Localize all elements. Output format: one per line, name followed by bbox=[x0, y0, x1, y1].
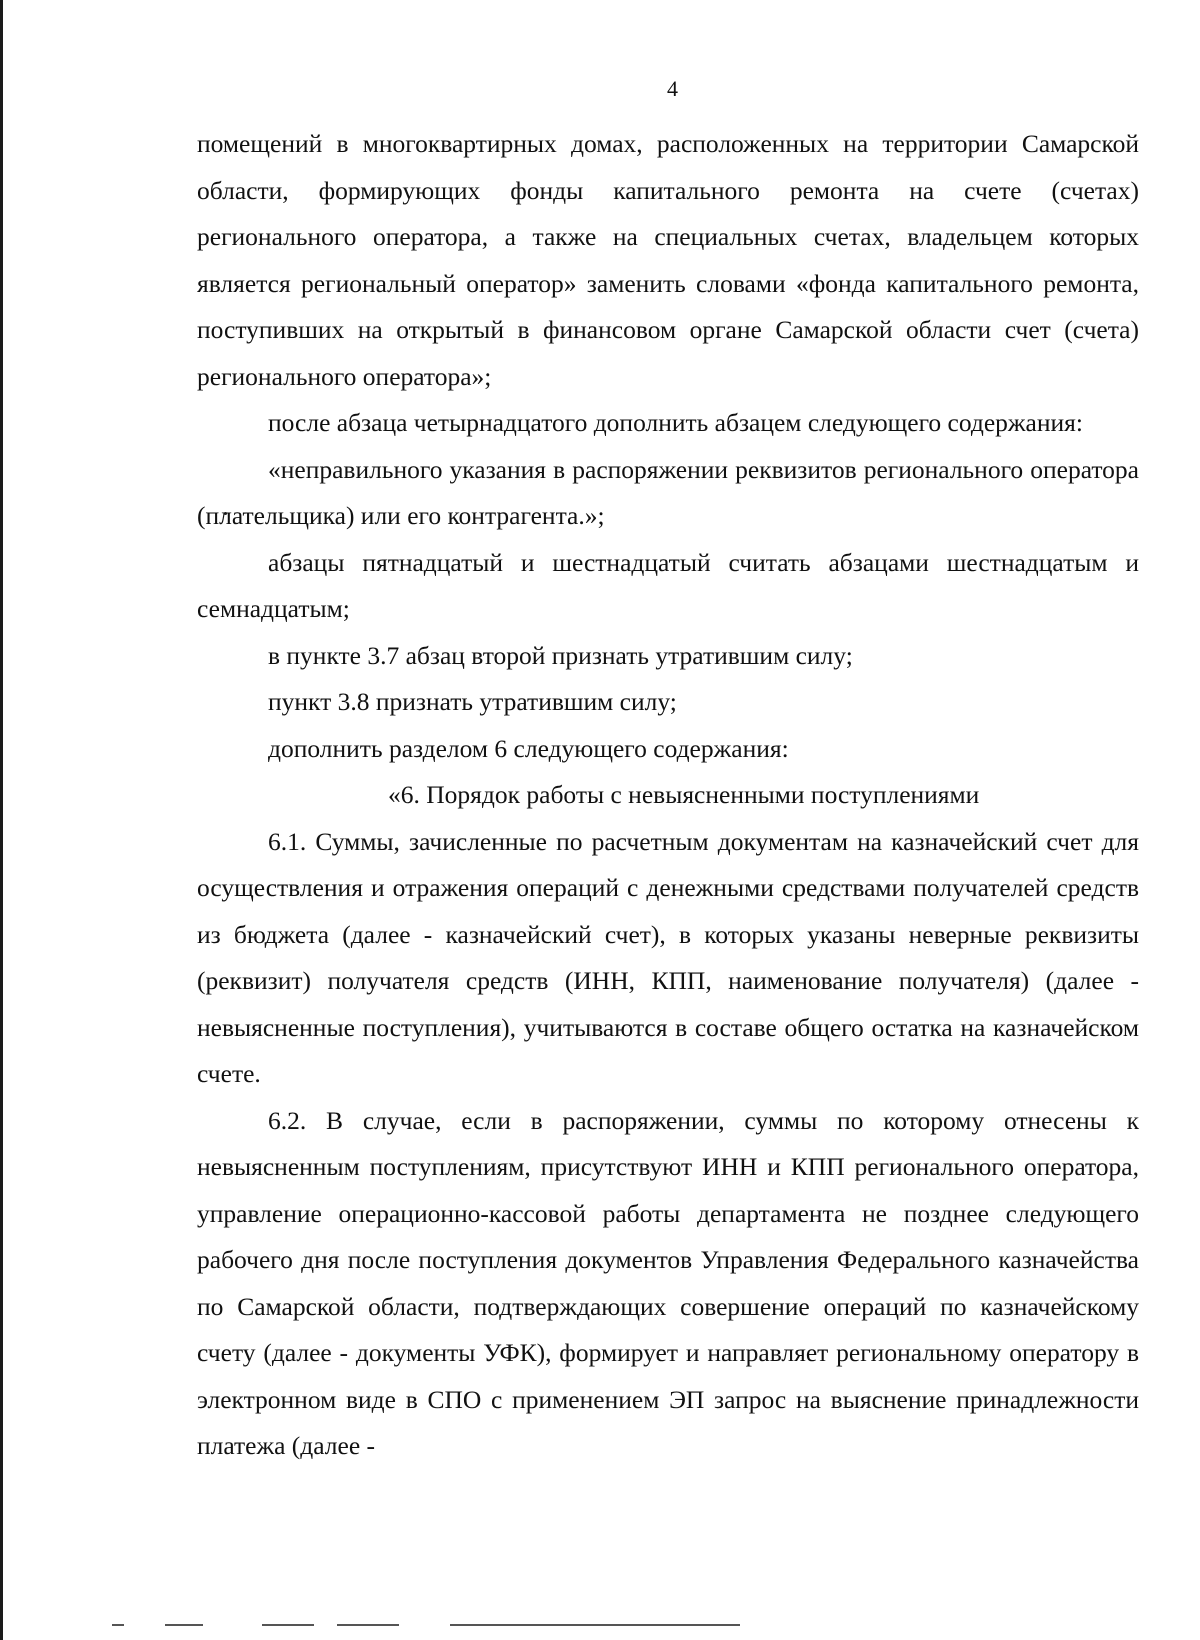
paragraph-6-1: 6.1. Суммы, зачисленные по расчетным документам на казначейский счет для осуществления и отражения операций с денежными средствами получателей средств из бюджета (далее - казначейский счет), в которых указаны неверные реквизиты (реквизит) получателя средств (ИНН, КПП, наименование получателя) (далее - невыясненные поступления), учитываются в составе общего остатка на казначейском счете. bbox=[197, 826, 1139, 1088]
paragraph-insert-after: после абзаца четырнадцатого дополнить абзацем следующего содержания: bbox=[268, 408, 1083, 437]
document-body bbox=[197, 121, 1139, 1470]
paragraph-clause-3-7: в пункте 3.7 абзац второй признать утратившим силу; bbox=[268, 640, 853, 670]
paragraph-add-section: дополнить разделом 6 следующего содержания: bbox=[268, 733, 789, 763]
page-left-edge bbox=[0, 0, 3, 1640]
page-number: 4 bbox=[667, 76, 678, 101]
paragraph-clause-3-8: пункт 3.8 признать утратившим силу; bbox=[268, 687, 677, 716]
paragraph-continuation: помещений в многоквартирных домах, расположенных на территории Самарской области, формирующих фонды капитального ремонта на счете (счетах) регионального оператора, а также на специальных счетах, владельцем которых является региональный оператор» заменить словами «фонда капитального ремонта, поступивших на открытый в финансовом органе Самарской области счет (счета) регионального оператора»; bbox=[197, 129, 1139, 391]
footer-scan-lines bbox=[0, 1624, 1200, 1634]
paragraph-6-2: 6.2. В случае, если в распоряжении, суммы по которому отнесены к невыясненным поступлениям, присутствуют ИНН и КПП регионального оператора, управление операционно-кассовой работы департамента не позднее следующего рабочего дня после поступления документов Управления Федерального казначейства по Самарской области, подтверждающих совершение операций по казначейскому счету (далее - документы УФК), формирует и направляет региональному оператору в электронном виде в СПО с применением ЭП запрос на выяснение принадлежности платежа (далее - bbox=[197, 1105, 1139, 1460]
section-heading: «6. Порядок работы с невыясненными поступлениями bbox=[388, 780, 980, 809]
paragraph-quoted-insert: «неправильного указания в распоряжении реквизитов регионального оператора (плательщика) или его контрагента.»; bbox=[197, 454, 1139, 530]
paragraph-renumber: абзацы пятнадцатый и шестнадцатый считать абзацами шестнадцатым и семнадцатым; bbox=[197, 547, 1139, 623]
